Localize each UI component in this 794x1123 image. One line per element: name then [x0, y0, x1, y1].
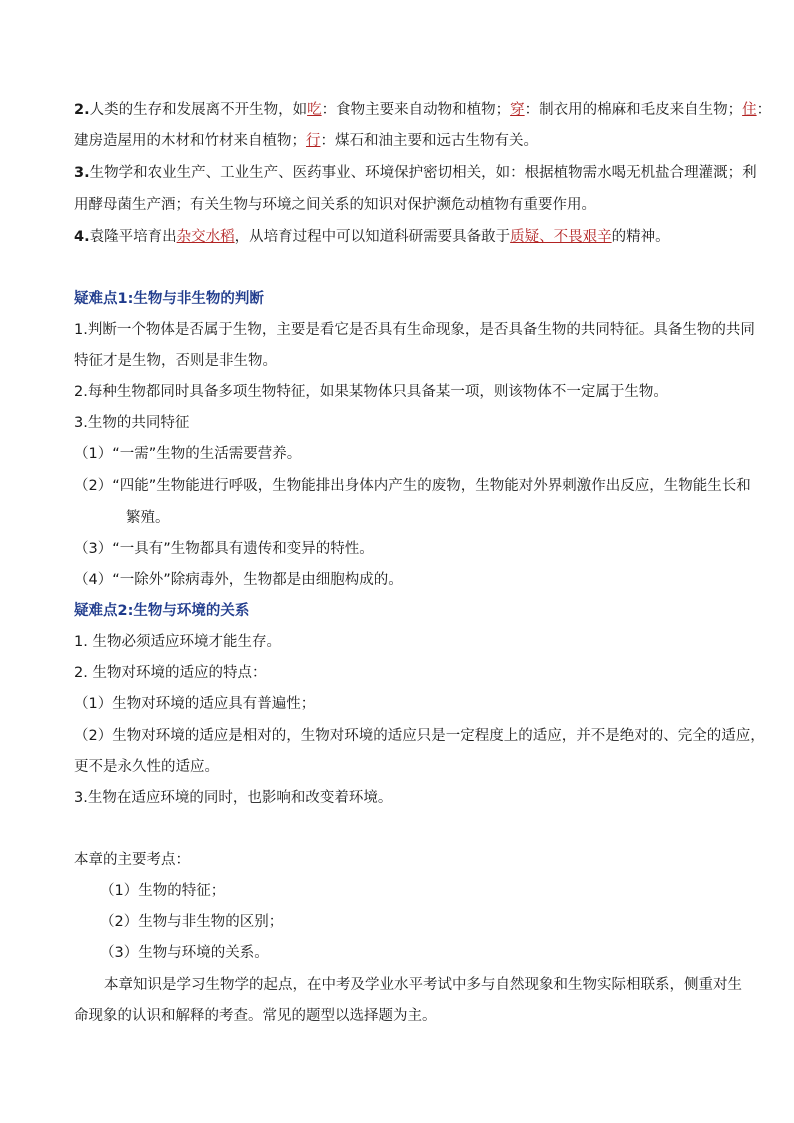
- point-3-line-1: 3.生物学和农业生产、工业生产、医药事业、环境保护密切相关，如：根据植物需水喝无机盐合理灌溉；利: [74, 165, 757, 181]
- difficulty-1-line-2: 特征才是生物，否则是非生物。: [74, 353, 277, 369]
- key-point-item: （2）生物与非生物的区别；: [100, 914, 284, 930]
- difficulty-2-line-2: 2. 生物对环境的适应的特点：: [74, 665, 267, 681]
- keyword-hybrid-rice: 杂交水稻: [176, 229, 235, 245]
- point-4-line: 4.袁隆平培育出杂交水稻，从培育过程中可以知道科研需要具备敢于质疑、不畏艰辛的精神。: [74, 229, 670, 245]
- keyword-wear: 穿: [510, 102, 525, 118]
- key-point-item: （1）生物的特征；: [100, 883, 226, 899]
- difficulty-1-heading: 疑难点1:生物与非生物的判断: [74, 291, 264, 307]
- keyword-eat: 吃: [307, 102, 322, 118]
- point-2-line-1: 2.人类的生存和发展离不开生物，如吃：食物主要来自动物和植物；穿：制衣用的棉麻和毛皮来自生物；住：: [74, 102, 772, 118]
- difficulty-1-line-8: （3）“一具有”生物都具有遗传和变异的特性。: [74, 541, 374, 557]
- summary-line-2: 命现象的认识和解释的考查。常见的题型以选择题为主。: [74, 1008, 437, 1024]
- key-points-title: 本章的主要考点：: [74, 852, 190, 868]
- difficulty-2-line-3: （1）生物对环境的适应具有普遍性；: [74, 696, 316, 712]
- keyword-live: 住: [742, 102, 757, 118]
- difficulty-2-line-1: 1. 生物必须适应环境才能生存。: [74, 634, 281, 650]
- difficulty-1-line-9: （4）“一除外”除病毒外，生物都是由细胞构成的。: [74, 572, 403, 588]
- difficulty-1-line-7: 繁殖。: [126, 510, 170, 526]
- difficulty-1-line-6: （2）“四能”生物能进行呼吸，生物能排出身体内产生的废物，生物能对外界刺激作出反应，生物能生长和: [74, 478, 751, 494]
- difficulty-1-line-1: 1.判断一个物体是否属于生物，主要是看它是否具有生命现象，是否具备生物的共同特征。具备生物的共同: [74, 322, 755, 338]
- keyword-spirit: 质疑、不畏艰辛: [510, 229, 612, 245]
- difficulty-2-line-6: 3.生物在适应环境的同时，也影响和改变着环境。: [74, 790, 393, 806]
- point-2-line-2: 建房造屋用的木材和竹材来自植物；行：煤石和油主要和远古生物有关。: [74, 133, 538, 149]
- difficulty-2-heading: 疑难点2:生物与环境的关系: [74, 603, 250, 619]
- difficulty-1-line-4: 3.生物的共同特征: [74, 415, 190, 431]
- point-3-line-2: 用酵母菌生产酒；有关生物与环境之间关系的知识对保护濒危动植物有重要作用。: [74, 197, 596, 213]
- difficulty-2-line-4: （2）生物对环境的适应是相对的，生物对环境的适应只是一定程度上的适应，并不是绝对的、完全的适应，: [74, 728, 765, 744]
- difficulty-2-line-5: 更不是永久性的适应。: [74, 759, 219, 775]
- difficulty-1-line-5: （1）“一需”生物的生活需要营养。: [74, 446, 302, 462]
- key-point-item: （3）生物与环境的关系。: [100, 945, 269, 961]
- summary-line-1: 本章知识是学习生物学的起点，在中考及学业水平考试中多与自然现象和生物实际相联系，侧重对生: [104, 977, 742, 993]
- keyword-travel: 行: [306, 133, 321, 149]
- difficulty-1-line-3: 2.每种生物都同时具备多项生物特征，如果某物体只具备某一项，则该物体不一定属于生物。: [74, 384, 668, 400]
